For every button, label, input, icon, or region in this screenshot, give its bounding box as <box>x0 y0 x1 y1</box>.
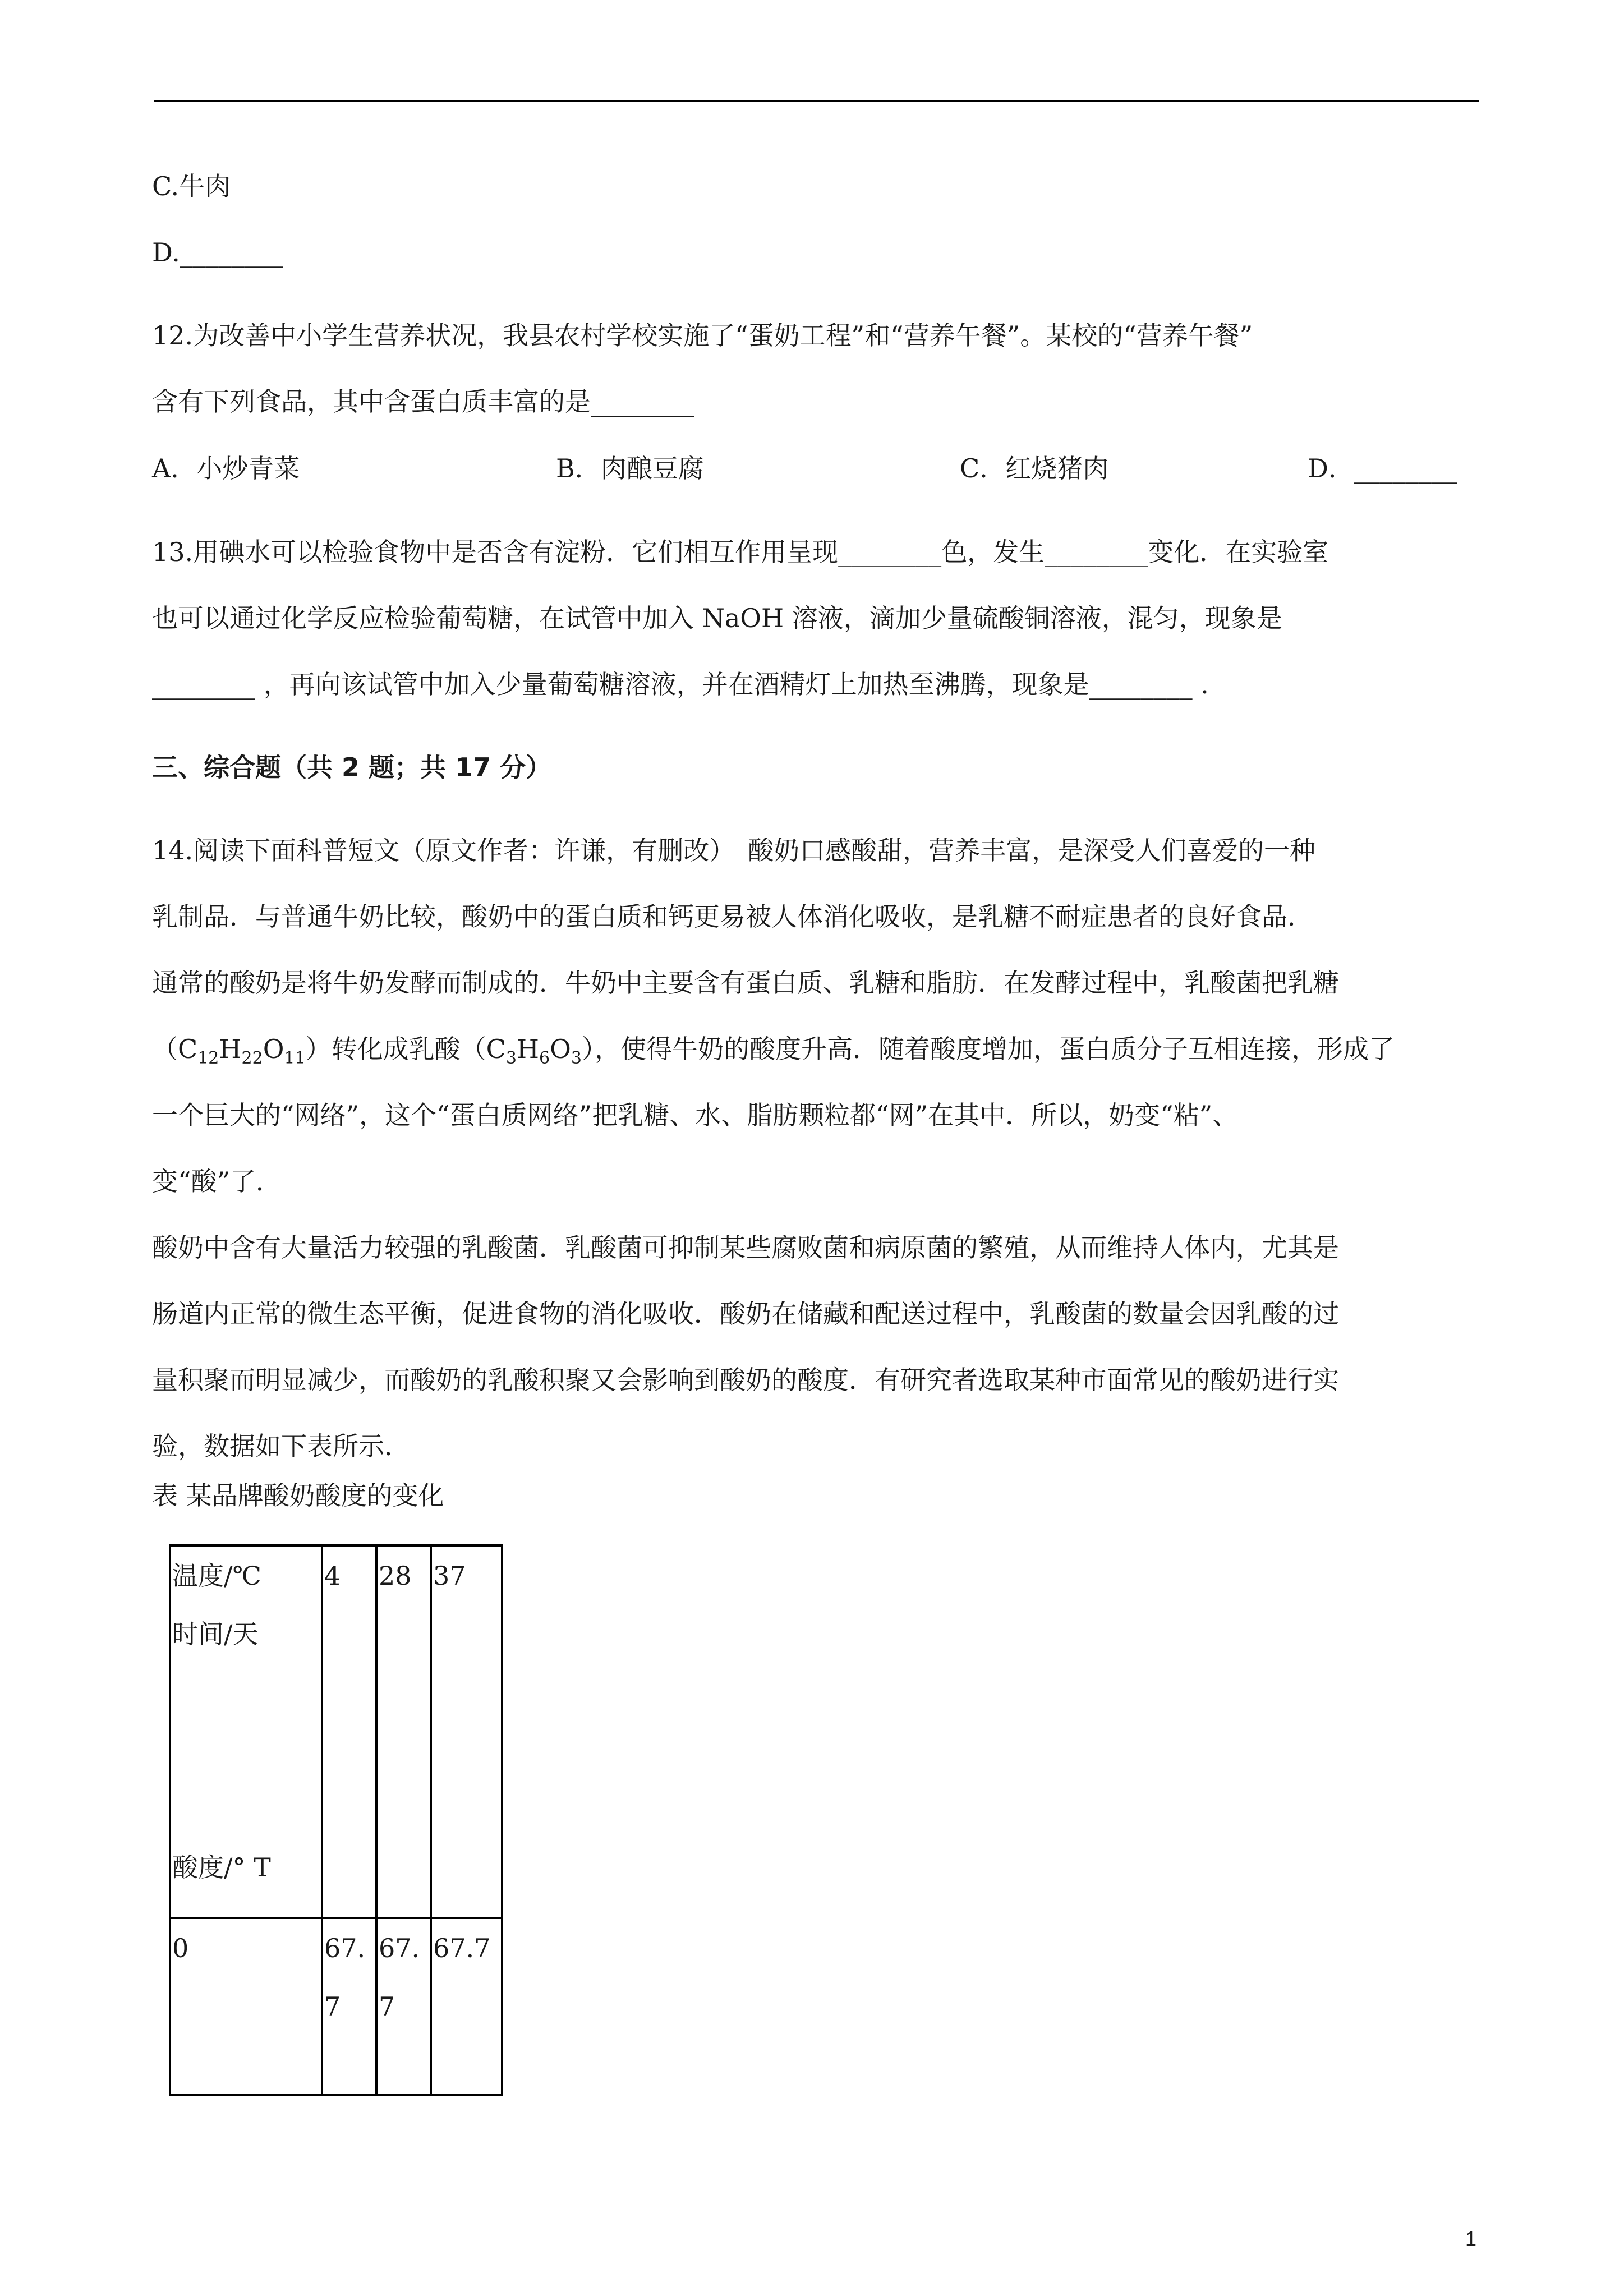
table-row <box>170 1918 502 2095</box>
q12-option-d: D．________ <box>1308 453 1457 484</box>
q14-paragraph-line6: 变“酸”了． <box>152 1166 282 1197</box>
q14-paragraph-line4: $(C_{12}H_{22}O_{11})$转化成乳酸$(C_3H_6O_3)$，使得牛奶的酸度升高．随着酸度增加，蛋白质分子互相连接，形成了 <box>152 1034 1395 1068</box>
table-cell-temp-37: 37 <box>431 1545 502 1918</box>
q11-option-c: C.牛肉 <box>152 171 231 201</box>
q12-stem-line2: 含有下列食品，其中含蛋白质丰富的是________ <box>152 386 694 417</box>
table-cell-acidity-28: 67. 7 <box>376 1918 431 2095</box>
table-cell-acidity-4: 67. 7 <box>322 1918 376 2095</box>
q12-option-a: A．小炒青菜 <box>152 453 300 484</box>
q14-paragraph-line1: 14.阅读下面科普短文（原文作者：许谦，有删改） 酸奶口感酸甜，营养丰富，是深受人们喜爱的一种 <box>152 835 1316 866</box>
q11-option-d: D.________ <box>152 237 283 268</box>
q14-paragraph-line5: 一个巨大的“网络”，这个“蛋白质网络”把乳糖、水、脂肪颗粒都“网”在其中．所以，奶变“粘”、 <box>152 1100 1239 1130</box>
table-cell-temp-4: 4 <box>322 1545 376 1918</box>
page-number: 1 <box>1465 2227 1477 2250</box>
q14-paragraph-line9: 量积聚而明显减少，而酸奶的乳酸积聚又会影响到酸奶的酸度．有研究者选取某种市面常见的酸奶进行实 <box>152 1365 1339 1395</box>
header-acidity: 酸度/° T <box>172 1852 271 1883</box>
q12-stem-line1: 12.为改善中小学生营养状况，我县农村学校实施了“蛋奶工程”和“营养午餐”。某校的“营养午餐” <box>152 320 1253 351</box>
acidity-table <box>169 1544 503 2096</box>
table-cell-day-0: 0 <box>170 1918 322 2095</box>
q14-paragraph-line2: 乳制品．与普通牛奶比较，酸奶中的蛋白质和钙更易被人体消化吸收，是乳糖不耐症患者的良好食品． <box>152 901 1313 932</box>
table-caption: 表 某品牌酸奶酸度的变化 <box>152 1480 444 1511</box>
q13-stem-line3: ________ ，再向该试管中加入少量葡萄糖溶液，并在酒精灯上加热至沸腾，现象是________ ． <box>152 669 1227 700</box>
q14-paragraph-line8: 肠道内正常的微生态平衡，促进食物的消化吸收．酸奶在储藏和配送过程中，乳酸菌的数量会因乳酸的过 <box>152 1299 1339 1329</box>
table-cell-temp-28: 28 <box>376 1545 431 1918</box>
q14-paragraph-line10: 验，数据如下表所示． <box>152 1431 410 1461</box>
q12-option-b: B．肉酿豆腐 <box>556 453 704 484</box>
q14-paragraph-line3: 通常的酸奶是将牛奶发酵而制成的．牛奶中主要含有蛋白质、乳糖和脂肪．在发酵过程中，乳酸菌把乳糖 <box>152 968 1339 998</box>
q13-stem-line2: 也可以通过化学反应检验葡萄糖，在试管中加入 NaOH 溶液，滴加少量硫酸铜溶液，混匀，现象是 <box>152 603 1282 633</box>
table-header-cell <box>170 1545 322 1918</box>
q14-paragraph-line7: 酸奶中含有大量活力较强的乳酸菌．乳酸菌可抑制某些腐败菌和病原菌的繁殖，从而维持人体内，尤其是 <box>152 1232 1339 1263</box>
table-header-row <box>170 1545 502 1918</box>
header-time: 时间/天 <box>172 1619 259 1649</box>
header-temperature: 温度/℃ <box>172 1561 261 1591</box>
section-heading: 三、综合题（共 2 题；共 17 分） <box>152 752 552 783</box>
table-cell-acidity-37: 67.7 <box>431 1918 502 2095</box>
q13-stem-line1: 13.用碘水可以检验食物中是否含有淀粉．它们相互作用呈现________色，发生________变化．在实验室 <box>152 537 1329 567</box>
header-rule <box>154 100 1479 102</box>
q12-option-c: C．红烧猪肉 <box>960 453 1109 484</box>
